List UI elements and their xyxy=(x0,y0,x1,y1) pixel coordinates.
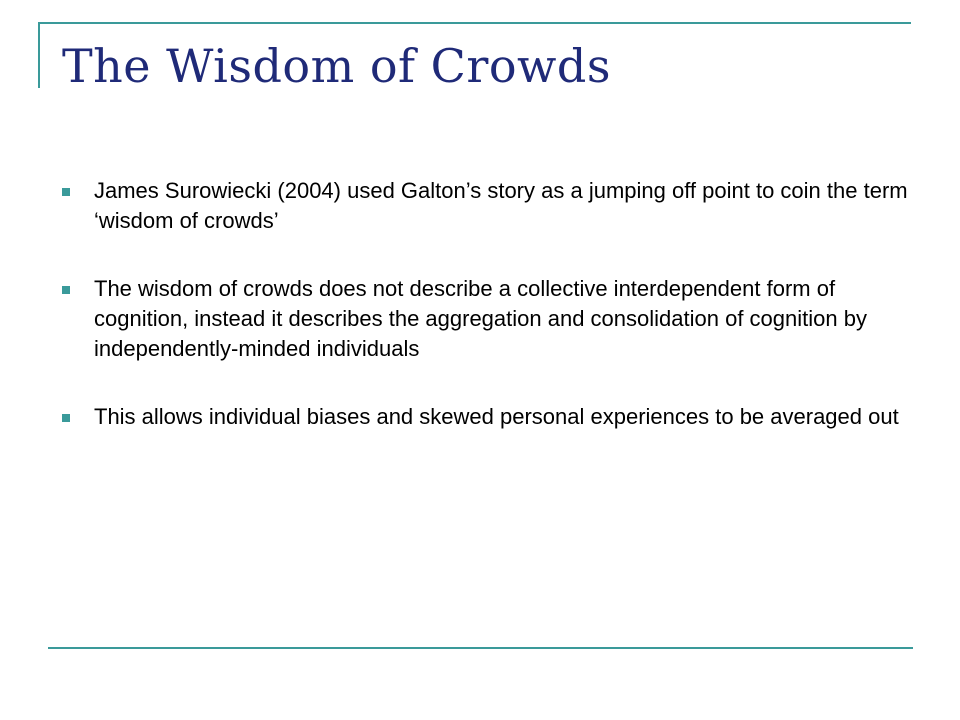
square-bullet-icon xyxy=(62,414,70,422)
bottom-accent-line xyxy=(48,647,913,649)
bullet-text: The wisdom of crowds does not describe a collective interdependent form of cognition, instead it describes the aggregation and consolidation of cognition by independently-minded individuals xyxy=(94,276,867,361)
bullet-item xyxy=(62,176,912,236)
square-bullet-icon xyxy=(62,188,70,196)
bullet-text: This allows individual biases and skewed personal experiences to be averaged out xyxy=(94,404,899,429)
bullet-list xyxy=(62,176,912,470)
left-accent-line xyxy=(38,22,40,88)
top-accent-line xyxy=(38,22,911,24)
slide-title: The Wisdom of Crowds xyxy=(62,39,611,93)
square-bullet-icon xyxy=(62,286,70,294)
bullet-item xyxy=(62,274,912,364)
bullet-item xyxy=(62,402,912,432)
bullet-text: James Surowiecki (2004) used Galton’s story as a jumping off point to coin the term ‘wisdom of crowds’ xyxy=(94,178,908,233)
